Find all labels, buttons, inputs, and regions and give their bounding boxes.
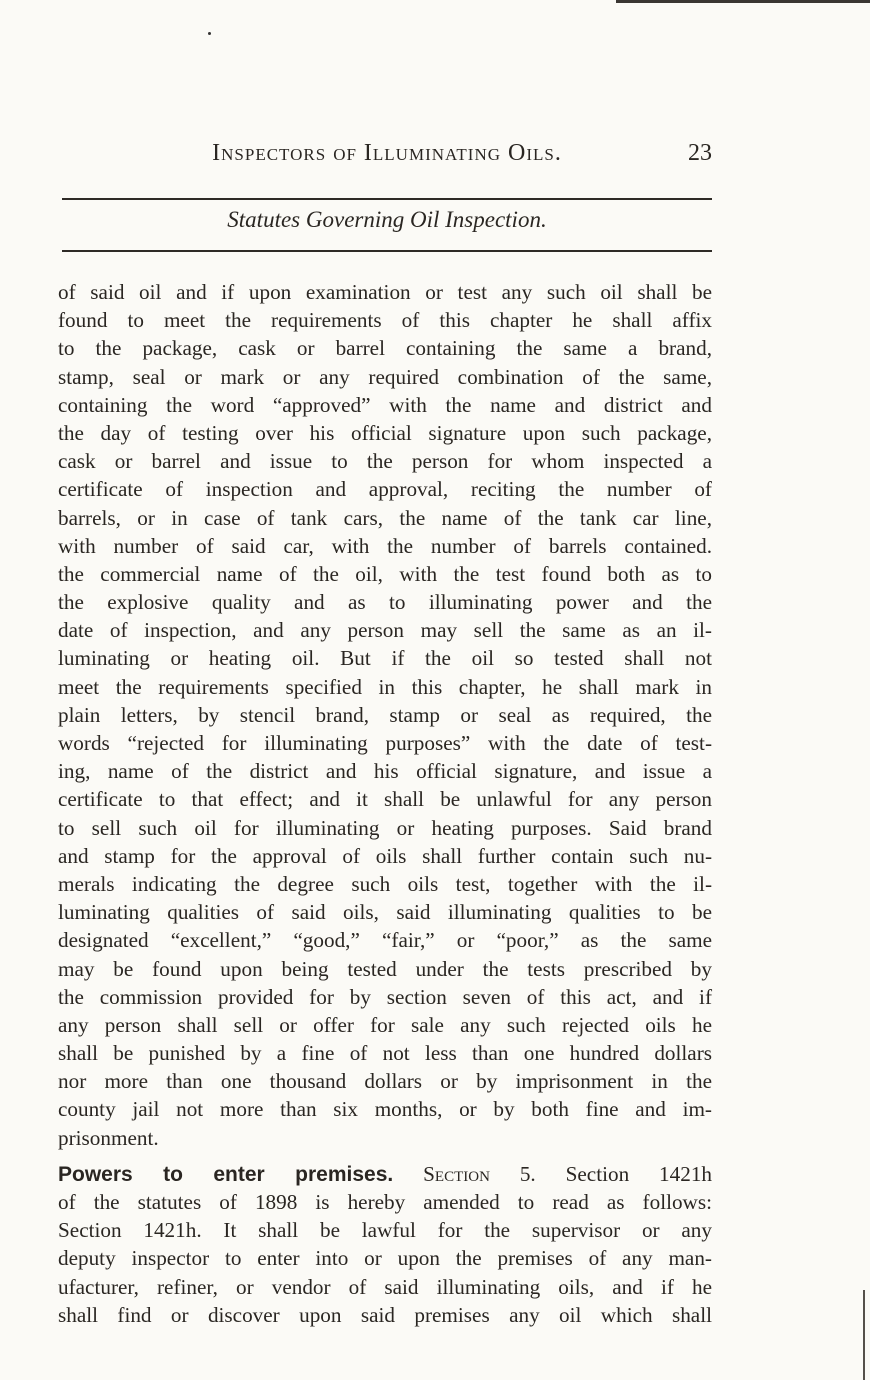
text-line: shall be punished by a fine of not less than one hundred dollars	[58, 1041, 712, 1066]
side-heading: Powers to enter premises.	[58, 1162, 394, 1186]
text-line: the day of testing over his official signature upon such package,	[58, 420, 712, 445]
body-text	[58, 278, 712, 1329]
text-line: merals indicating the degree such oils test, together with the il-	[58, 871, 712, 896]
text-line: found to meet the requirements of this chapter he shall affix	[58, 308, 712, 333]
text-line: of the statutes of 1898 is hereby amended to read as follows:	[58, 1190, 712, 1214]
section-subtitle: Statutes Governing Oil Inspection.	[227, 207, 547, 232]
text-line: stamp, seal or mark or any required combination of the same,	[58, 364, 712, 389]
text-line: ufacturer, refiner, or vendor of said illuminating oils, and if he	[58, 1274, 712, 1299]
text-line: nor more than one thousand dollars or by imprisonment in the	[58, 1069, 712, 1094]
text-line: luminating qualities of said oils, said illuminating qualities to be	[58, 900, 712, 925]
text-line: cask or barrel and issue to the person for whom inspected a	[58, 449, 712, 474]
text-line: certificate of inspection and approval, reciting the number of	[58, 477, 712, 502]
ink-speck	[208, 32, 211, 35]
text-line: plain letters, by stencil brand, stamp or seal as required, the	[58, 702, 712, 727]
text-line: of said oil and if upon examination or test any such oil shall be	[58, 280, 712, 304]
text-line: the commercial name of the oil, with the test found both as to	[58, 561, 712, 586]
section-number-text: 5. Section 1421h	[519, 1161, 713, 1186]
text-line: the explosive quality and as to illuminating power and the	[58, 590, 712, 615]
top-edge-rule	[616, 0, 870, 3]
header-rule-top	[62, 198, 712, 200]
running-header	[62, 136, 712, 176]
text-line: date of inspection, and any person may sell the same as an il-	[58, 618, 712, 643]
paragraph-2-first-line	[58, 1160, 712, 1188]
text-line: barrels, or in case of tank cars, the name of the tank car line,	[58, 505, 712, 530]
paragraph-2	[58, 1160, 712, 1329]
page-edge-mark	[863, 1290, 865, 1380]
text-line: deputy inspector to enter into or upon the premises of any man-	[58, 1246, 712, 1271]
text-line: prisonment.	[58, 1125, 159, 1150]
text-line: shall find or discover upon said premises any oil which shall	[58, 1302, 712, 1327]
text-line: certificate to that effect; and it shall be unlawful for any person	[58, 787, 712, 812]
running-title: Inspectors of Illuminating Oils.	[212, 140, 562, 166]
text-line: the commission provided for by section seven of this act, and if	[58, 984, 712, 1009]
page-number: 23	[688, 140, 712, 166]
text-line: to the package, cask or barrel containing the same a brand,	[58, 336, 712, 361]
text-line: with number of said car, with the number of barrels contained.	[58, 533, 712, 558]
text-line: Section 1421h. It shall be lawful for the supervisor or any	[58, 1218, 712, 1243]
text-line: ing, name of the district and his official signature, and issue a	[58, 759, 712, 784]
section-label: Section	[423, 1161, 490, 1186]
text-line: designated “excellent,” “good,” “fair,” or “poor,” as the same	[58, 928, 712, 953]
paragraph-1	[58, 278, 712, 1152]
text-line: words “rejected for illuminating purposes” with the date of test-	[58, 731, 712, 755]
text-line: any person shall sell or offer for sale any such rejected oils he	[58, 1012, 712, 1037]
header-rule-bottom	[62, 250, 712, 252]
text-line: containing the word “approved” with the name and district and	[58, 392, 712, 417]
text-line: to sell such oil for illuminating or heating purposes. Said brand	[58, 815, 712, 840]
text-line: county jail not more than six months, or by both fine and im-	[58, 1097, 712, 1122]
text-line: and stamp for the approval of oils shall further contain such nu-	[58, 843, 712, 868]
text-line: luminating or heating oil. But if the oil so tested shall not	[58, 646, 712, 671]
text-line: may be found upon being tested under the tests prescribed by	[58, 956, 712, 981]
text-line: meet the requirements specified in this chapter, he shall mark in	[58, 674, 712, 699]
